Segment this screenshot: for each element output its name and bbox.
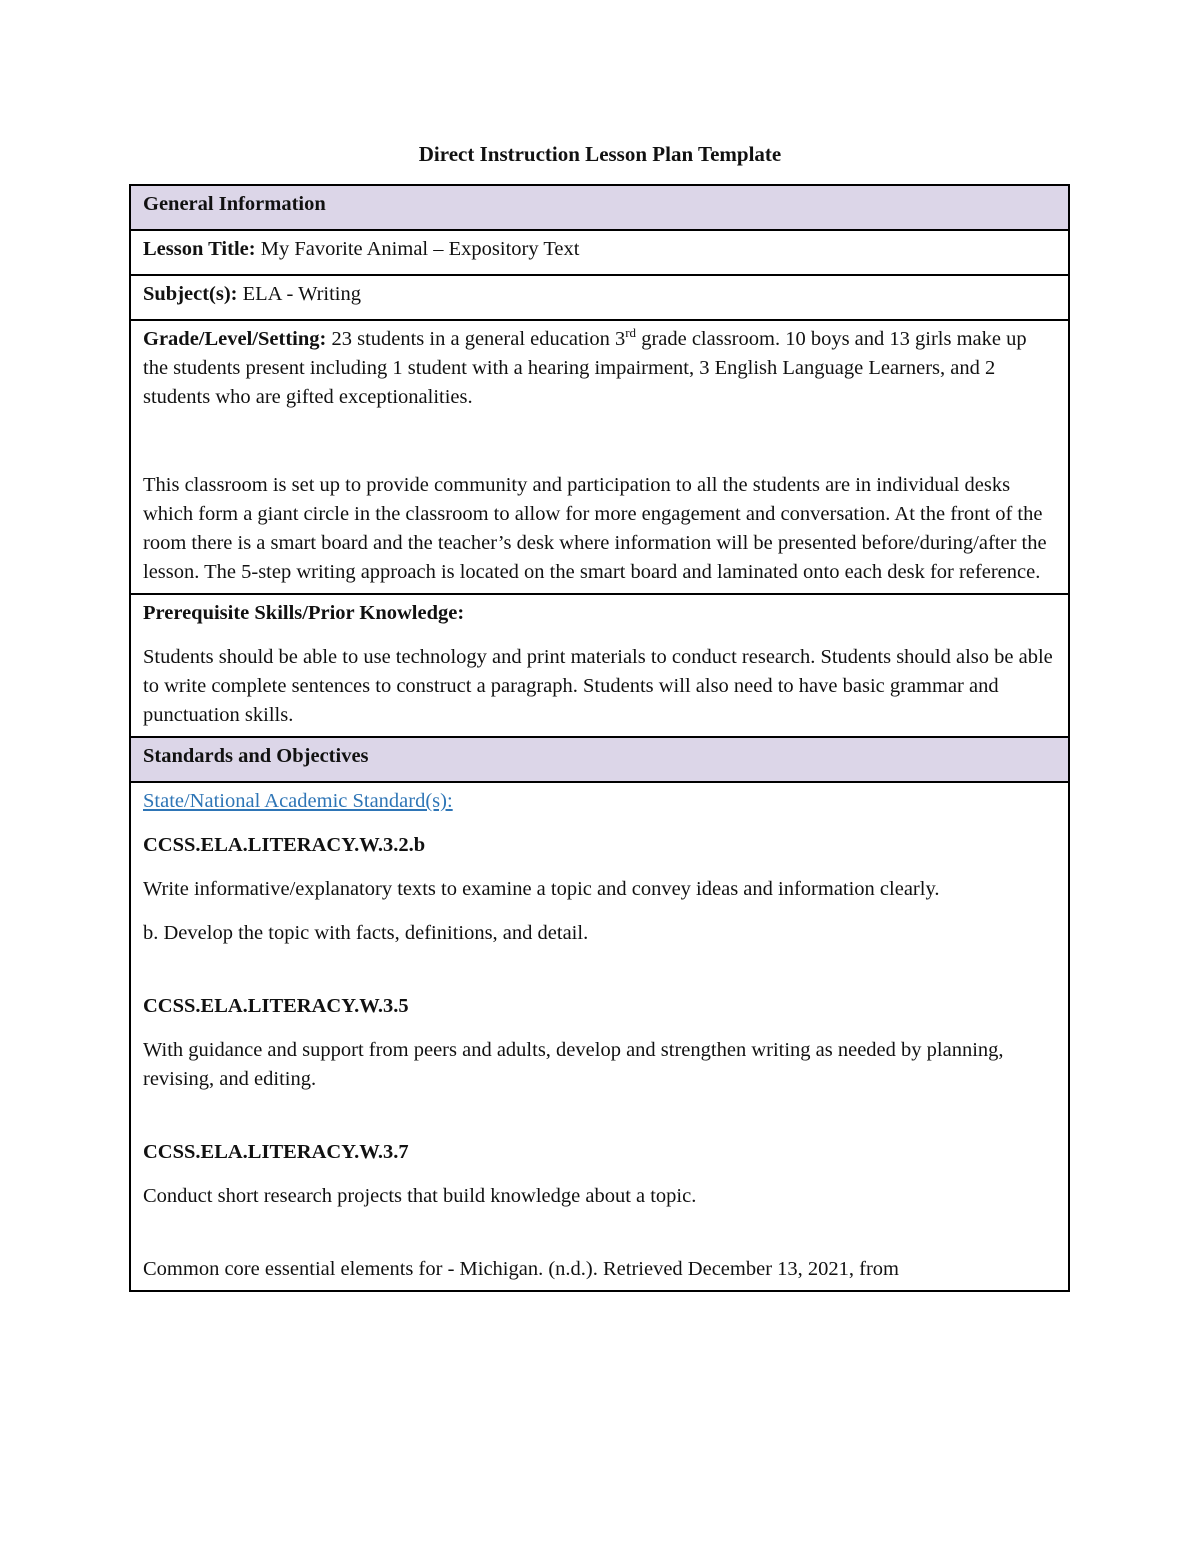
lesson-plan-table — [129, 184, 1070, 1292]
prerequisite-label: Prerequisite Skills/Prior Knowledge: — [143, 602, 465, 624]
standard-code: CCSS.ELA.LITERACY.W.3.2.b — [143, 834, 426, 856]
standard-text: Conduct short research projects that build knowledge about a topic. — [143, 1185, 697, 1207]
grade-paragraph — [143, 325, 1056, 412]
standard-text: b. Develop the topic with facts, definitions, and detail. — [143, 922, 589, 944]
lesson-title-row — [130, 230, 1069, 275]
document-title: Direct Instruction Lesson Plan Template — [418, 142, 782, 166]
standards-link[interactable]: State/National Academic Standard(s): — [143, 790, 453, 812]
standards-row — [130, 782, 1069, 1291]
citation-text: Common core essential elements for - Michigan. (n.d.). Retrieved December 13, 2021, from — [143, 1258, 899, 1280]
standard-code: CCSS.ELA.LITERACY.W.3.5 — [143, 995, 409, 1017]
lesson-title-value: My Favorite Animal – Expository Text — [255, 238, 580, 260]
lesson-title-label: Lesson Title: — [143, 238, 256, 260]
grade-label: Grade/Level/Setting: — [143, 328, 327, 350]
section-standards-objectives: Standards and Objectives — [130, 737, 1069, 782]
grade-text-b: grade classroom. 10 boys and 13 girls make up the students present including 1 student with a hearing impairment, 3 English Language Learners, and 2 students who are gifted exceptionalities. — [143, 328, 1027, 408]
standard-text: With guidance and support from peers and adults, develop and strengthen writing as needed by planning, revising, and editing. — [143, 1039, 1004, 1090]
grade-level-setting-row — [130, 320, 1069, 594]
prerequisite-row — [130, 594, 1069, 737]
subjects-label: Subject(s): — [143, 283, 238, 305]
grade-ordinal: rd — [625, 325, 637, 341]
standard-code: CCSS.ELA.LITERACY.W.3.7 — [143, 1141, 409, 1163]
prerequisite-text: Students should be able to use technology and print materials to conduct research. Students should also be able to write complete sentences to construct a paragraph. Students will also need to have basic grammar and punctuation skills. — [143, 646, 1053, 726]
standard-text: Write informative/explanatory texts to examine a topic and convey ideas and information clearly. — [143, 878, 940, 900]
subjects-row — [130, 275, 1069, 320]
classroom-paragraph: This classroom is set up to provide community and participation to all the students are in individual desks which form a giant circle in the classroom to allow for more engagement and conversation. At the front of the room there is a smart board and the teacher’s desk where information will be presented before/during/after the lesson. The 5-step writing approach is located on the smart board and laminated onto each desk for reference. — [143, 474, 1047, 583]
subjects-value: ELA - Writing — [237, 283, 362, 305]
grade-text-a: 23 students in a general education 3 — [326, 328, 626, 350]
section-general-information: General Information — [130, 185, 1069, 230]
